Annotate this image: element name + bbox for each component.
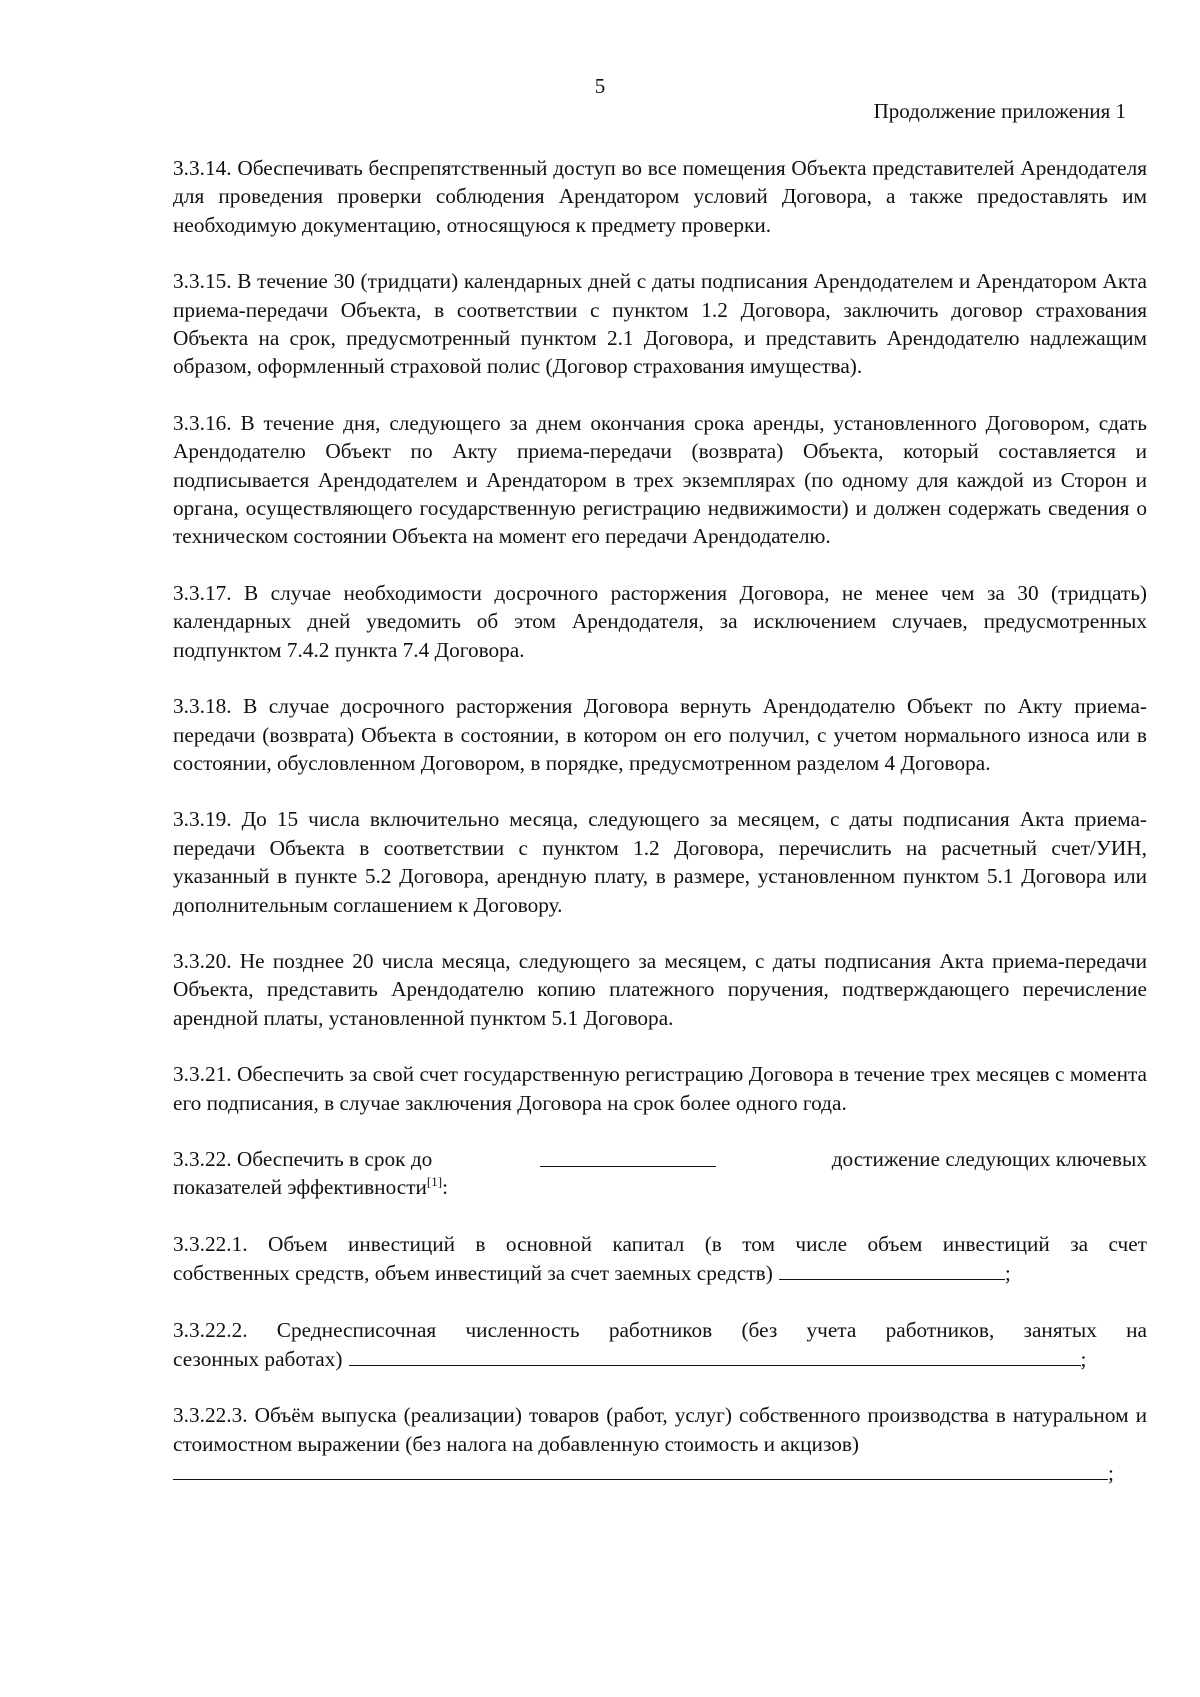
clause-3-3-22-2-text: сезонных работах) (173, 1347, 343, 1371)
appendix-continuation-label: Продолжение приложения 1 (873, 99, 1126, 123)
clause-3-3-22-colon: : (442, 1175, 448, 1200)
deadline-blank-field[interactable] (540, 1145, 716, 1167)
clause-3-3-22-line-1 (173, 1145, 1147, 1173)
clause-3-3-22-3-semicolon: ; (1108, 1461, 1114, 1486)
clause-3-3-22 (173, 1145, 1147, 1202)
page-number: 5 (594, 74, 606, 98)
clause-3-3-22-text-end: показателей эффективности (173, 1175, 427, 1200)
clause-3-3-18: 3.3.18. В случае досрочного расторжения Договора вернуть Арендодателю Объект по Акту приема-передачи (возврата) Объекта в состоянии, в котором он его получил, с учетом нормального износа или в состоянии, обусловленном Договором, в порядке, предусмотренном разделом 4 Договора. (173, 694, 1147, 775)
clause-3-3-22-2 (173, 1316, 1147, 1374)
output-volume-blank-field[interactable] (173, 1458, 1108, 1480)
clause-3-3-22-3-text: 3.3.22.3. Объём выпуска (реализации) товаров (работ, услуг) собственного производства в натуральном и стоимостном выражении (без налога на добавленную стоимость и акцизов) (173, 1403, 1147, 1456)
clause-3-3-22-text-start: 3.3.22. Обеспечить в срок до (173, 1146, 433, 1171)
clause-3-3-22-line-2 (173, 1173, 1147, 1201)
clause-3-3-17: 3.3.17. В случае необходимости досрочного расторжения Договора, не менее чем за 30 (тридцать) календарных дней уведомить об этом Арендодателя, за исключением случаев, предусмотренных подпунктом 7.4.2 пункта 7.4 Договора. (173, 580, 1147, 662)
clause-3-3-22-2-semicolon: ; (1080, 1347, 1087, 1371)
clause-3-3-22-2-line-2 (173, 1344, 1147, 1373)
clause-3-3-22-text-middle: достижение следующих ключевых (831, 1146, 1147, 1171)
clause-3-3-16: 3.3.16. В течение дня, следующего за днем окончания срока аренды, установленного Договором, сдать Арендодателю Объект по Акту приема-передачи (возврата) Объекта, который составляется и подписывается Арендодателем и Арендатором в трех экземплярах (по одному для каждой из Сторон и органа, осуществляющего государственную регистрацию недвижимости) и должен содержать сведения о техническом состоянии Объекта на момент его передачи Арендодателю. (173, 410, 1147, 549)
clause-3-3-14: 3.3.14. Обеспечивать беспрепятственный доступ во все помещения Объекта представителей Арендодателя для проведения проверки соблюдения Арендатором условий Договора, а также предоставлять им необходимую документацию, относящуюся к предмету проверки. (173, 156, 1147, 237)
employee-count-blank-field[interactable] (349, 1344, 1081, 1366)
clause-3-3-20: 3.3.20. Не позднее 20 числа месяца, следующего за месяцем, с даты подписания Акта приема-передачи Объекта, представить Арендодателю копию платежного поручения, подтверждающего перечисление арендной платы, установленной пунктом 5.1 Договора. (173, 948, 1147, 1030)
document-body (173, 154, 1147, 1516)
clause-3-3-22-1 (173, 1230, 1147, 1288)
clause-3-3-22-1-semicolon: ; (1004, 1261, 1011, 1286)
footnote-reference[interactable]: [1] (426, 1174, 443, 1190)
investment-volume-blank-field[interactable] (779, 1258, 1005, 1280)
clause-3-3-22-3 (173, 1401, 1147, 1487)
clause-3-3-21: 3.3.21. Обеспечить за свой счет государственную регистрацию Договора в течение трех месяцев с момента его подписания, в случае заключения Договора на срок более одного года. (173, 1062, 1147, 1115)
clause-3-3-22-2-line-1: 3.3.22.2. Среднесписочная численность работников (без учета работников, занятых на (173, 1317, 1147, 1342)
clause-3-3-19: 3.3.19. До 15 числа включительно месяца, следующего за месяцем, с даты подписания Акта приема-передачи Объекта в соответствии с пунктом 1.2 Договора, перечислить на расчетный счет/УИН, указанный в пункте 5.2 Договора, арендную плату, в размере, установленном пунктом 5.1 Договора или дополнительным соглашением к Договору. (173, 807, 1147, 917)
clause-3-3-22-1-line-1: 3.3.22.1. Объем инвестиций в основной капитал (в том числе объем инвестиций за счет (173, 1231, 1147, 1256)
clause-3-3-22-1-line-2 (173, 1258, 1147, 1287)
clause-3-3-22-3-line-3 (173, 1458, 1147, 1487)
clause-3-3-22-1-text: собственных средств, объем инвестиций за счет заемных средств) (173, 1261, 773, 1286)
clause-3-3-15: 3.3.15. В течение 30 (тридцати) календарных дней с даты подписания Арендодателем и Арендатором Акта приема-передачи Объекта, в соответствии с пунктом 1.2 Договора, заключить договор страхования Объекта на срок, предусмотренный пунктом 2.1 Договора, и представить Арендодателю надлежащим образом, оформленный страховой полис (Договор страхования имущества). (173, 269, 1147, 379)
